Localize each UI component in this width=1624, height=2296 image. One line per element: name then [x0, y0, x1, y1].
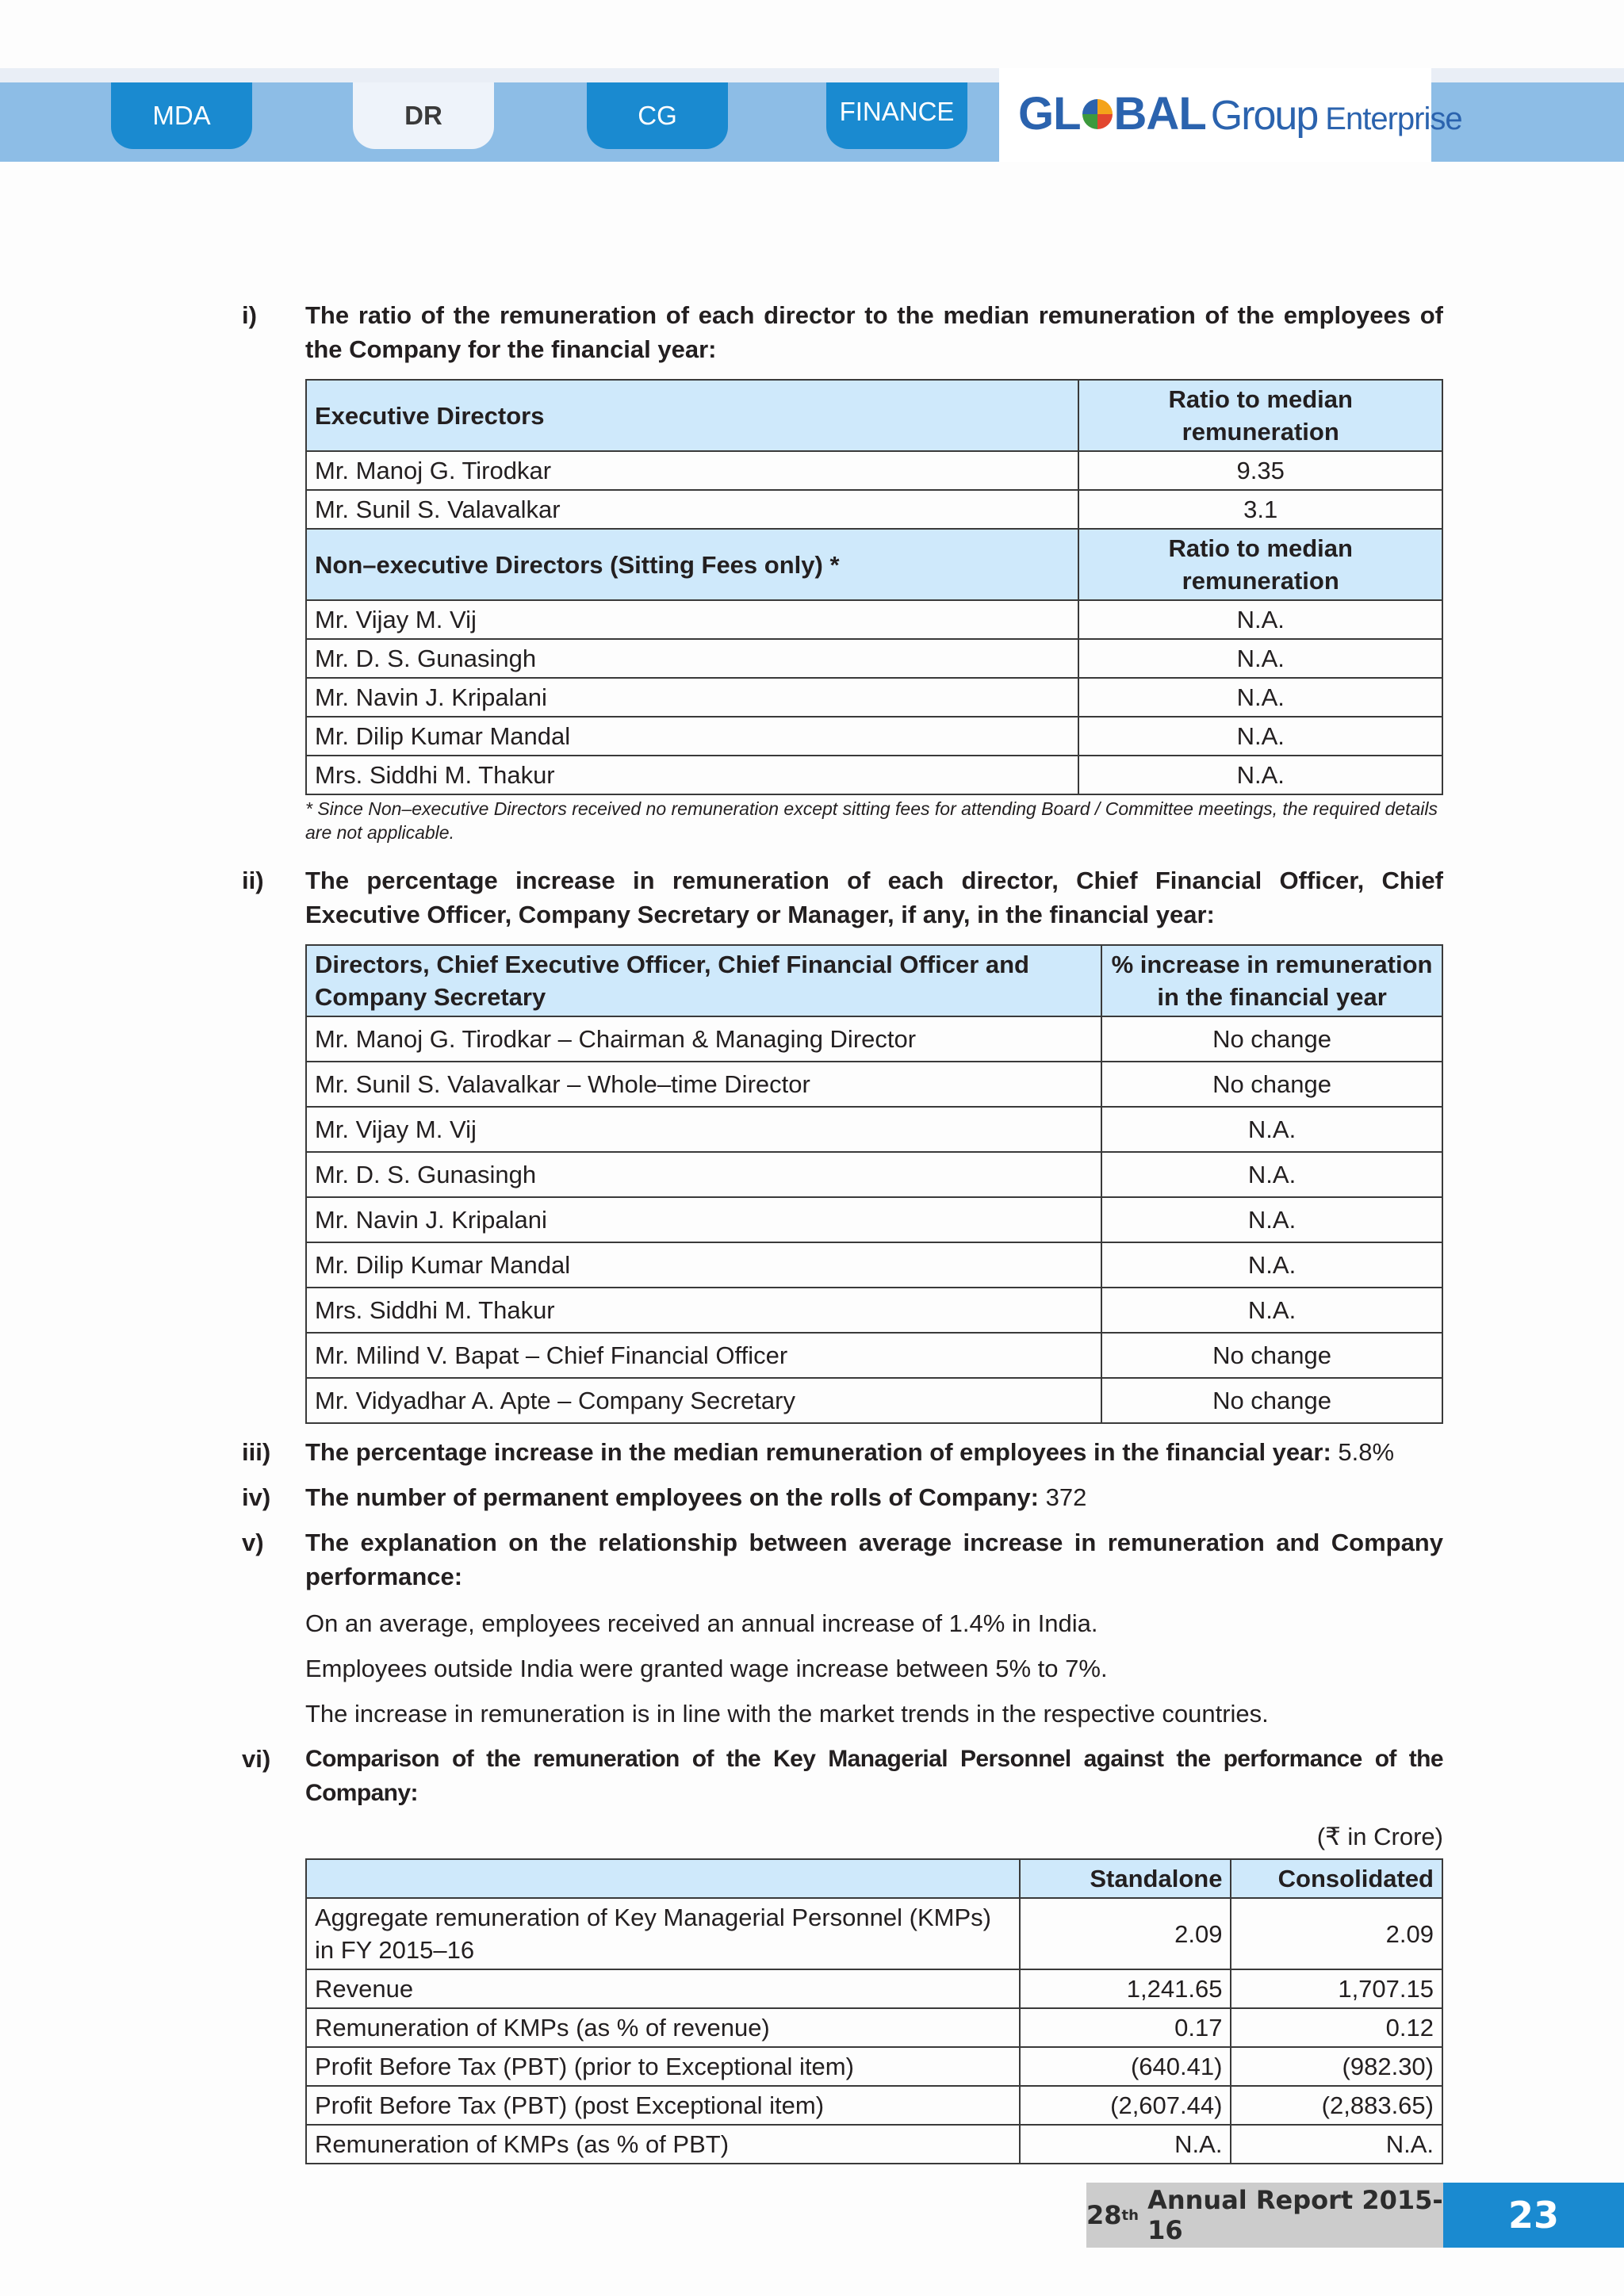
metric-label: Profit Before Tax (PBT) (prior to Exceptional item)	[306, 2047, 1020, 2086]
increase-value: N.A.	[1101, 1288, 1442, 1333]
employee-count-value: 372	[1045, 1483, 1087, 1511]
section-ii	[242, 863, 1443, 1424]
table-row	[306, 2008, 1442, 2047]
table-row	[306, 639, 1442, 678]
table-header-cell: Directors, Chief Executive Officer, Chief Financial Officer and Company Secretary	[306, 945, 1101, 1016]
section-v	[242, 1525, 1443, 1731]
page-content	[242, 298, 1443, 2175]
ratio-value: 3.1	[1078, 490, 1442, 529]
consolidated-value: 0.12	[1231, 2008, 1442, 2047]
section-title: The explanation on the relationship between average increase in remuneration and Company performance:	[305, 1529, 1443, 1590]
section-i	[242, 298, 1443, 844]
paragraph: The increase in remuneration is in line with the market trends in the respective countries.	[305, 1700, 1269, 1728]
standalone-value: 1,241.65	[1020, 1969, 1231, 2008]
standalone-value: N.A.	[1020, 2125, 1231, 2164]
section-vi	[242, 1742, 1443, 2164]
director-name: Mr. Navin J. Kripalani	[306, 678, 1078, 717]
consolidated-value: 1,707.15	[1231, 1969, 1442, 2008]
metric-label: Revenue	[306, 1969, 1020, 2008]
table-row	[306, 490, 1442, 529]
section-number: vi)	[242, 1745, 271, 1773]
table-header-cell: Executive Directors	[306, 380, 1078, 451]
person-name: Mr. Navin J. Kripalani	[306, 1197, 1101, 1242]
table-row	[306, 717, 1442, 756]
metric-label: Remuneration of KMPs (as % of PBT)	[306, 2125, 1020, 2164]
table-row	[306, 1152, 1442, 1197]
section-number: i)	[242, 301, 257, 329]
table-footnote: * Since Non–executive Directors received no remuneration except sitting fees for attending Board / Committee meetings, the required details are not applicable.	[305, 798, 1438, 843]
logo-text-gl: GL	[1018, 88, 1081, 140]
logo-text-enterprise: Enterprise	[1325, 101, 1462, 136]
table-row	[306, 678, 1442, 717]
median-increase-value: 5.8%	[1338, 1438, 1395, 1466]
increase-value: No change	[1101, 1016, 1442, 1062]
table-row	[306, 2125, 1442, 2164]
director-name: Mr. Sunil S. Valavalkar	[306, 490, 1078, 529]
tab-finance[interactable]: FINANCE	[826, 82, 967, 149]
ratio-value: N.A.	[1078, 756, 1442, 794]
section-number: v)	[242, 1529, 264, 1556]
ratio-value: 9.35	[1078, 451, 1442, 490]
person-name: Mr. Dilip Kumar Mandal	[306, 1242, 1101, 1288]
table-header-cell: Non–executive Directors (Sitting Fees only) *	[306, 529, 1078, 600]
section-iii	[242, 1435, 1443, 1469]
paragraph: Employees outside India were granted wage increase between 5% to 7%.	[305, 1655, 1108, 1682]
increase-value: N.A.	[1101, 1152, 1442, 1197]
table-row	[306, 1898, 1442, 1969]
table-header-cell	[306, 1859, 1020, 1898]
consolidated-value: N.A.	[1231, 2125, 1442, 2164]
table-row	[306, 2086, 1442, 2125]
table-header-cell: Ratio to median remuneration	[1078, 380, 1442, 451]
increase-value: No change	[1101, 1333, 1442, 1378]
table-row	[306, 1062, 1442, 1107]
director-name: Mr. Manoj G. Tirodkar	[306, 451, 1078, 490]
table-row	[306, 600, 1442, 639]
increase-value: No change	[1101, 1378, 1442, 1423]
metric-label: Profit Before Tax (PBT) (post Exceptional item)	[306, 2086, 1020, 2125]
tab-cg[interactable]: CG	[587, 82, 728, 149]
logo-text-bal: BAL	[1113, 88, 1206, 140]
table-row	[306, 1016, 1442, 1062]
person-name: Mr. Sunil S. Valavalkar – Whole–time Director	[306, 1062, 1101, 1107]
director-name: Mr. Dilip Kumar Mandal	[306, 717, 1078, 756]
tab-mda[interactable]: MDA	[111, 82, 252, 149]
ratio-value: N.A.	[1078, 600, 1442, 639]
footer-ordinal-suffix: th	[1121, 2206, 1139, 2224]
section-iv	[242, 1480, 1443, 1514]
section-title: The percentage increase in the median remuneration of employees in the financial year:	[305, 1438, 1331, 1466]
person-name: Mr. Vijay M. Vij	[306, 1107, 1101, 1152]
increase-value: N.A.	[1101, 1197, 1442, 1242]
standalone-value: (2,607.44)	[1020, 2086, 1231, 2125]
section-number: ii)	[242, 867, 264, 894]
director-name: Mrs. Siddhi M. Thakur	[306, 756, 1078, 794]
table-header-cell: % increase in remuneration in the financial year	[1101, 945, 1442, 1016]
table-row	[306, 1288, 1442, 1333]
director-ratio-table	[305, 379, 1443, 795]
standalone-value: 2.09	[1020, 1898, 1231, 1969]
page-number: 23	[1443, 2183, 1624, 2248]
person-name: Mr. D. S. Gunasingh	[306, 1152, 1101, 1197]
increase-value: N.A.	[1101, 1242, 1442, 1288]
increase-table	[305, 944, 1443, 1424]
table-header-row	[306, 945, 1442, 1016]
section-number: iii)	[242, 1438, 271, 1466]
footer-report-label	[1086, 2183, 1443, 2248]
person-name: Mr. Milind V. Bapat – Chief Financial Officer	[306, 1333, 1101, 1378]
table-row	[306, 1969, 1442, 2008]
table-row	[306, 451, 1442, 490]
company-logo	[1018, 87, 1462, 151]
table-row	[306, 756, 1442, 794]
person-name: Mrs. Siddhi M. Thakur	[306, 1288, 1101, 1333]
globe-icon	[1082, 99, 1113, 129]
consolidated-value: 2.09	[1231, 1898, 1442, 1969]
table-row	[306, 1197, 1442, 1242]
table-row	[306, 1333, 1442, 1378]
tab-dr[interactable]: DR	[353, 82, 494, 149]
increase-value: N.A.	[1101, 1107, 1442, 1152]
section-title: The number of permanent employees on the rolls of Company:	[305, 1483, 1039, 1511]
increase-value: No change	[1101, 1062, 1442, 1107]
ratio-value: N.A.	[1078, 639, 1442, 678]
person-name: Mr. Manoj G. Tirodkar – Chairman & Managing Director	[306, 1016, 1101, 1062]
table-header-cell: Ratio to median remuneration	[1078, 529, 1442, 600]
section-number: iv)	[242, 1483, 271, 1511]
section-title: The percentage increase in remuneration of each director, Chief Financial Officer, Chief Executive Officer, Company Secretary or Manager, if any, in the financial year:	[305, 867, 1443, 928]
director-name: Mr. Vijay M. Vij	[306, 600, 1078, 639]
logo-text-group: Group	[1210, 93, 1318, 139]
table-header-cell: Consolidated	[1231, 1859, 1442, 1898]
ratio-value: N.A.	[1078, 717, 1442, 756]
consolidated-value: (2,883.65)	[1231, 2086, 1442, 2125]
section-title: The ratio of the remuneration of each director to the median remuneration of the employees of the Company for the financial year:	[305, 301, 1443, 363]
kmp-comparison-table	[305, 1858, 1443, 2164]
table-row	[306, 1107, 1442, 1152]
currency-unit: (₹ in Crore)	[1316, 1823, 1443, 1850]
consolidated-value: (982.30)	[1231, 2047, 1442, 2086]
metric-label: Aggregate remuneration of Key Managerial Personnel (KMPs) in FY 2015–16	[306, 1898, 1020, 1969]
person-name: Mr. Vidyadhar A. Apte – Company Secretary	[306, 1378, 1101, 1423]
table-header-row	[306, 380, 1442, 451]
table-row	[306, 1378, 1442, 1423]
table-header-cell: Standalone	[1020, 1859, 1231, 1898]
paragraph: On an average, employees received an annual increase of 1.4% in India.	[305, 1609, 1098, 1637]
table-header-row	[306, 529, 1442, 600]
footer-ordinal: 28	[1086, 2200, 1122, 2230]
ratio-value: N.A.	[1078, 678, 1442, 717]
director-name: Mr. D. S. Gunasingh	[306, 639, 1078, 678]
table-row	[306, 2047, 1442, 2086]
metric-label: Remuneration of KMPs (as % of revenue)	[306, 2008, 1020, 2047]
table-row	[306, 1242, 1442, 1288]
standalone-value: (640.41)	[1020, 2047, 1231, 2086]
standalone-value: 0.17	[1020, 2008, 1231, 2047]
section-title: Comparison of the remuneration of the Key Managerial Personnel against the performance of the Company:	[305, 1746, 1443, 1806]
footer-report-title: Annual Report 2015-16	[1147, 2185, 1443, 2245]
table-header-row	[306, 1859, 1442, 1898]
